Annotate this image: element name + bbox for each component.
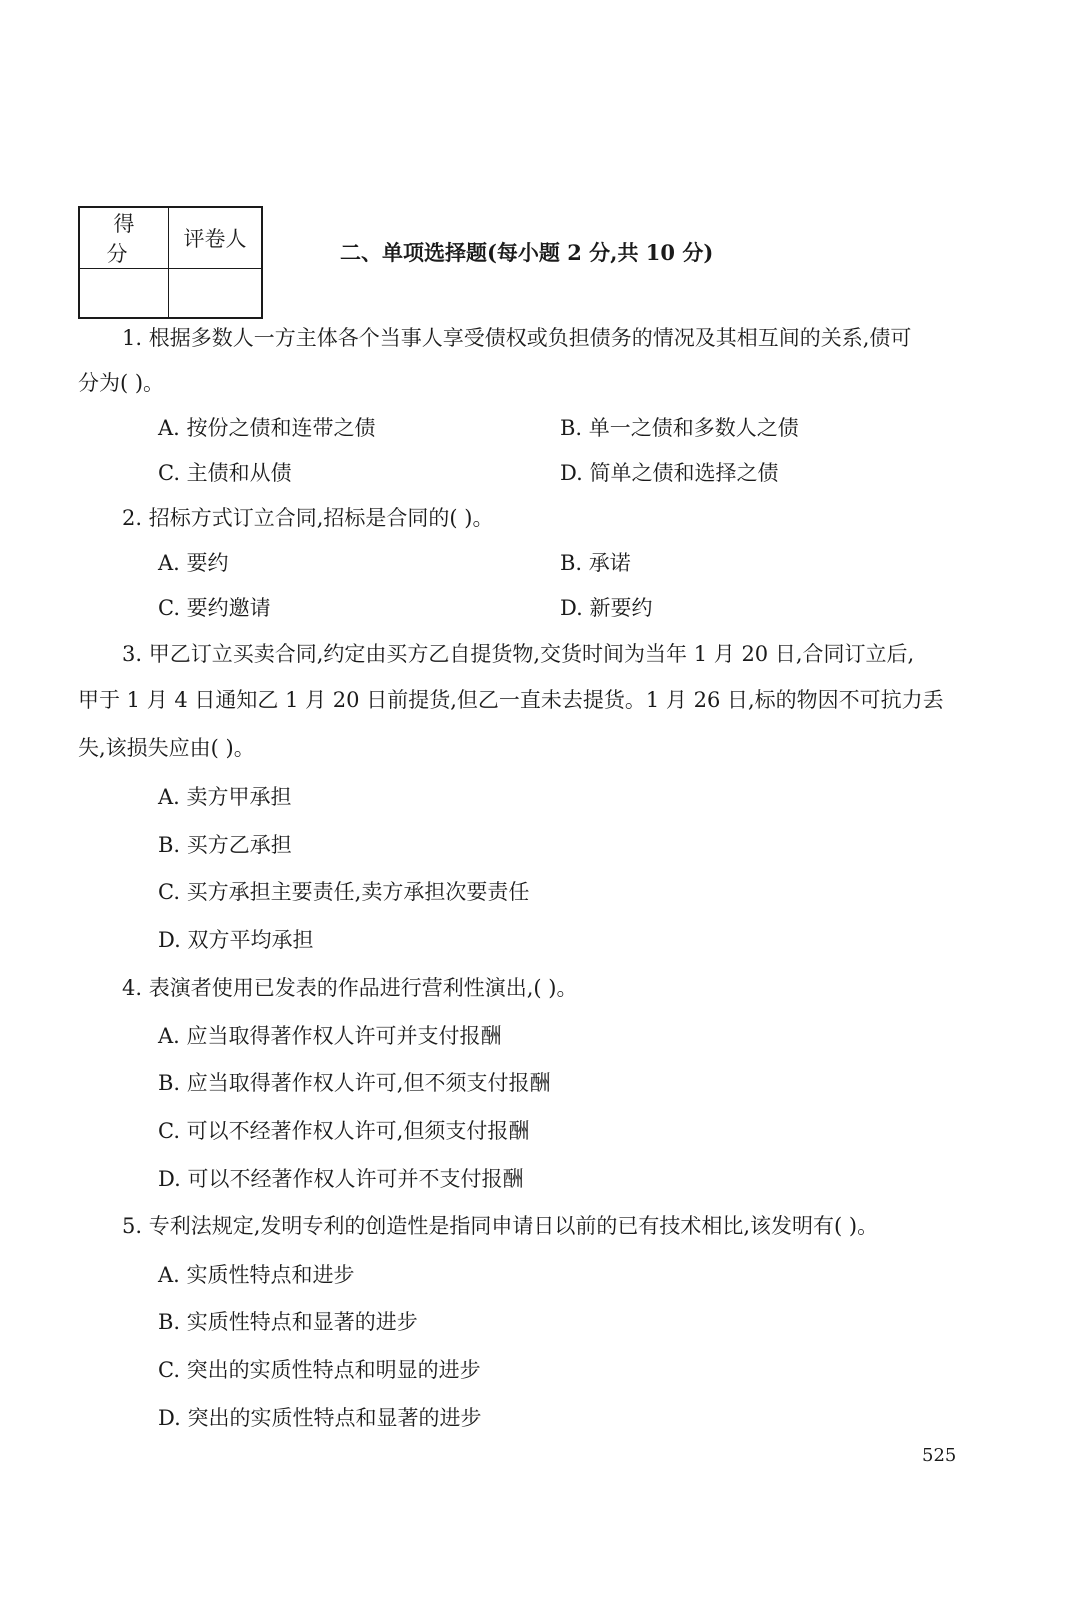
question-4-option-c: C. 可以不经著作权人许可,但须支付报酬 bbox=[158, 1119, 530, 1143]
question-3-line-2: 甲于 1 月 4 日通知乙 1 月 20 日前提货,但乙一直未去提货。1 月 26 日,标的物因不可抗力丢 bbox=[78, 688, 944, 712]
question-3-line-1: 3. 甲乙订立买卖合同,约定由买方乙自提货物,交货时间为当年 1 月 20 日,合同订立后, bbox=[122, 642, 915, 666]
score-box bbox=[78, 206, 263, 319]
question-4-option-a: A. 应当取得著作权人许可并支付报酬 bbox=[158, 1024, 502, 1048]
question-3-line-3: 失,该损失应由( )。 bbox=[78, 736, 255, 760]
question-4-option-b: B. 应当取得著作权人许可,但不须支付报酬 bbox=[158, 1071, 551, 1095]
question-5-option-c: C. 突出的实质性特点和明显的进步 bbox=[158, 1358, 481, 1382]
question-1-line-1: 1. 根据多数人一方主体各个当事人享受债权或负担债务的情况及其相互间的关系,债可 bbox=[122, 326, 912, 350]
question-3-option-a: A. 卖方甲承担 bbox=[158, 785, 292, 809]
question-2-option-b: B. 承诺 bbox=[560, 551, 631, 575]
question-1-option-c: C. 主债和从债 bbox=[158, 461, 292, 485]
grader-cell bbox=[169, 269, 263, 319]
question-4-line-1: 4. 表演者使用已发表的作品进行营利性演出,( )。 bbox=[122, 976, 578, 1000]
grader-header: 评卷人 bbox=[169, 207, 263, 269]
question-3-option-d: D. 双方平均承担 bbox=[158, 928, 314, 952]
question-3-option-c: C. 买方承担主要责任,卖方承担次要责任 bbox=[158, 880, 530, 904]
question-1-line-2: 分为( )。 bbox=[78, 371, 165, 395]
question-5-line-1: 5. 专利法规定,发明专利的创造性是指同申请日以前的已有技术相比,该发明有( )。 bbox=[122, 1214, 879, 1238]
score-cell bbox=[79, 269, 169, 319]
question-5-option-d: D. 突出的实质性特点和显著的进步 bbox=[158, 1406, 482, 1430]
question-3-option-b: B. 买方乙承担 bbox=[158, 833, 292, 857]
section-title: 二、单项选择题(每小题 2 分,共 10 分) bbox=[340, 240, 714, 265]
question-5-option-b: B. 实质性特点和显著的进步 bbox=[158, 1310, 418, 1334]
question-1-option-d: D. 简单之债和选择之债 bbox=[560, 461, 779, 485]
question-1-option-a: A. 按份之债和连带之债 bbox=[158, 416, 376, 440]
question-1-option-b: B. 单一之债和多数人之债 bbox=[560, 416, 799, 440]
page-number: 525 bbox=[922, 1445, 957, 1466]
question-2-option-a: A. 要约 bbox=[158, 551, 229, 575]
question-4-option-d: D. 可以不经著作权人许可并不支付报酬 bbox=[158, 1167, 524, 1191]
question-2-option-d: D. 新要约 bbox=[560, 596, 653, 620]
question-2-option-c: C. 要约邀请 bbox=[158, 596, 271, 620]
question-5-option-a: A. 实质性特点和进步 bbox=[158, 1263, 355, 1287]
score-header: 得 分 bbox=[79, 207, 169, 269]
question-2-line-1: 2. 招标方式订立合同,招标是合同的( )。 bbox=[122, 506, 494, 530]
